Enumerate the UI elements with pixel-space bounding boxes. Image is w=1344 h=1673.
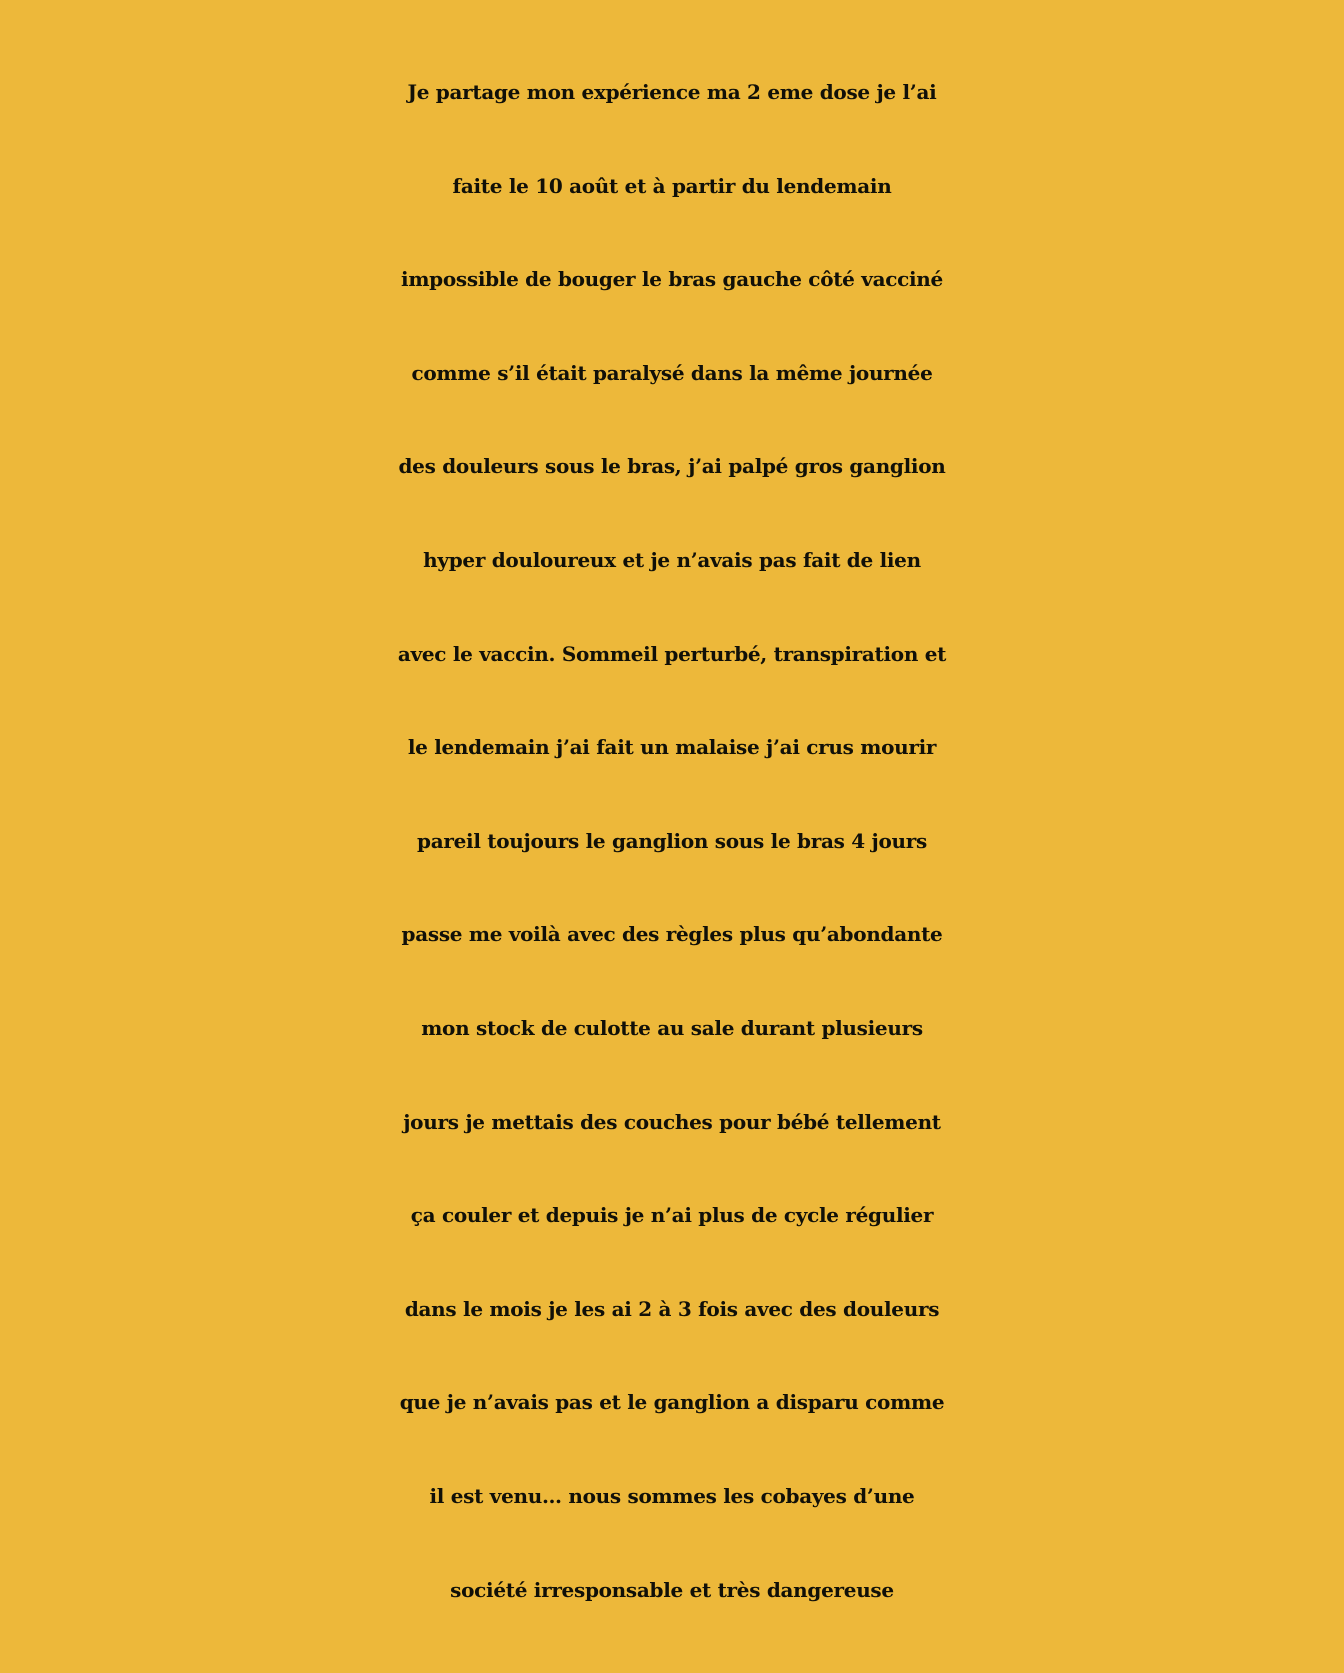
text-line: comme s’il était paralysé dans la même journée bbox=[411, 360, 933, 385]
text-line: faite le 10 août et à partir du lendemain bbox=[452, 173, 892, 198]
text-line: il est venu… nous sommes les cobayes d’une bbox=[429, 1483, 915, 1508]
testimony-text bbox=[0, 46, 1344, 1637]
text-line: avec le vaccin. Sommeil perturbé, transpiration et bbox=[397, 641, 947, 666]
text-line: société irresponsable et très dangereuse bbox=[450, 1577, 894, 1602]
text-line: le lendemain j’ai fait un malaise j’ai crus mourir bbox=[407, 735, 937, 760]
text-line: jours je mettais des couches pour bébé tellement bbox=[403, 1109, 941, 1134]
text-line: impossible de bouger le bras gauche côté vacciné bbox=[401, 267, 943, 292]
text-line: dans le mois je les ai 2 à 3 fois avec des douleurs bbox=[404, 1296, 940, 1321]
text-line: Je partage mon expérience ma 2 eme dose je l’ai bbox=[407, 80, 937, 104]
text-line: mon stock de culotte au sale durant plusieurs bbox=[421, 1015, 923, 1040]
text-line: hyper douloureux et je n’avais pas fait de lien bbox=[423, 547, 921, 572]
text-line: ça couler et depuis je n’ai plus de cycle régulier bbox=[410, 1203, 934, 1228]
text-line: des douleurs sous le bras, j’ai palpé gros ganglion bbox=[398, 454, 946, 479]
text-line: pareil toujours le ganglion sous le bras 4 jours bbox=[417, 828, 927, 853]
text-line: que je n’avais pas et le ganglion a disparu comme bbox=[399, 1390, 945, 1415]
text-line: passe me voilà avec des règles plus qu’abondante bbox=[401, 922, 943, 947]
